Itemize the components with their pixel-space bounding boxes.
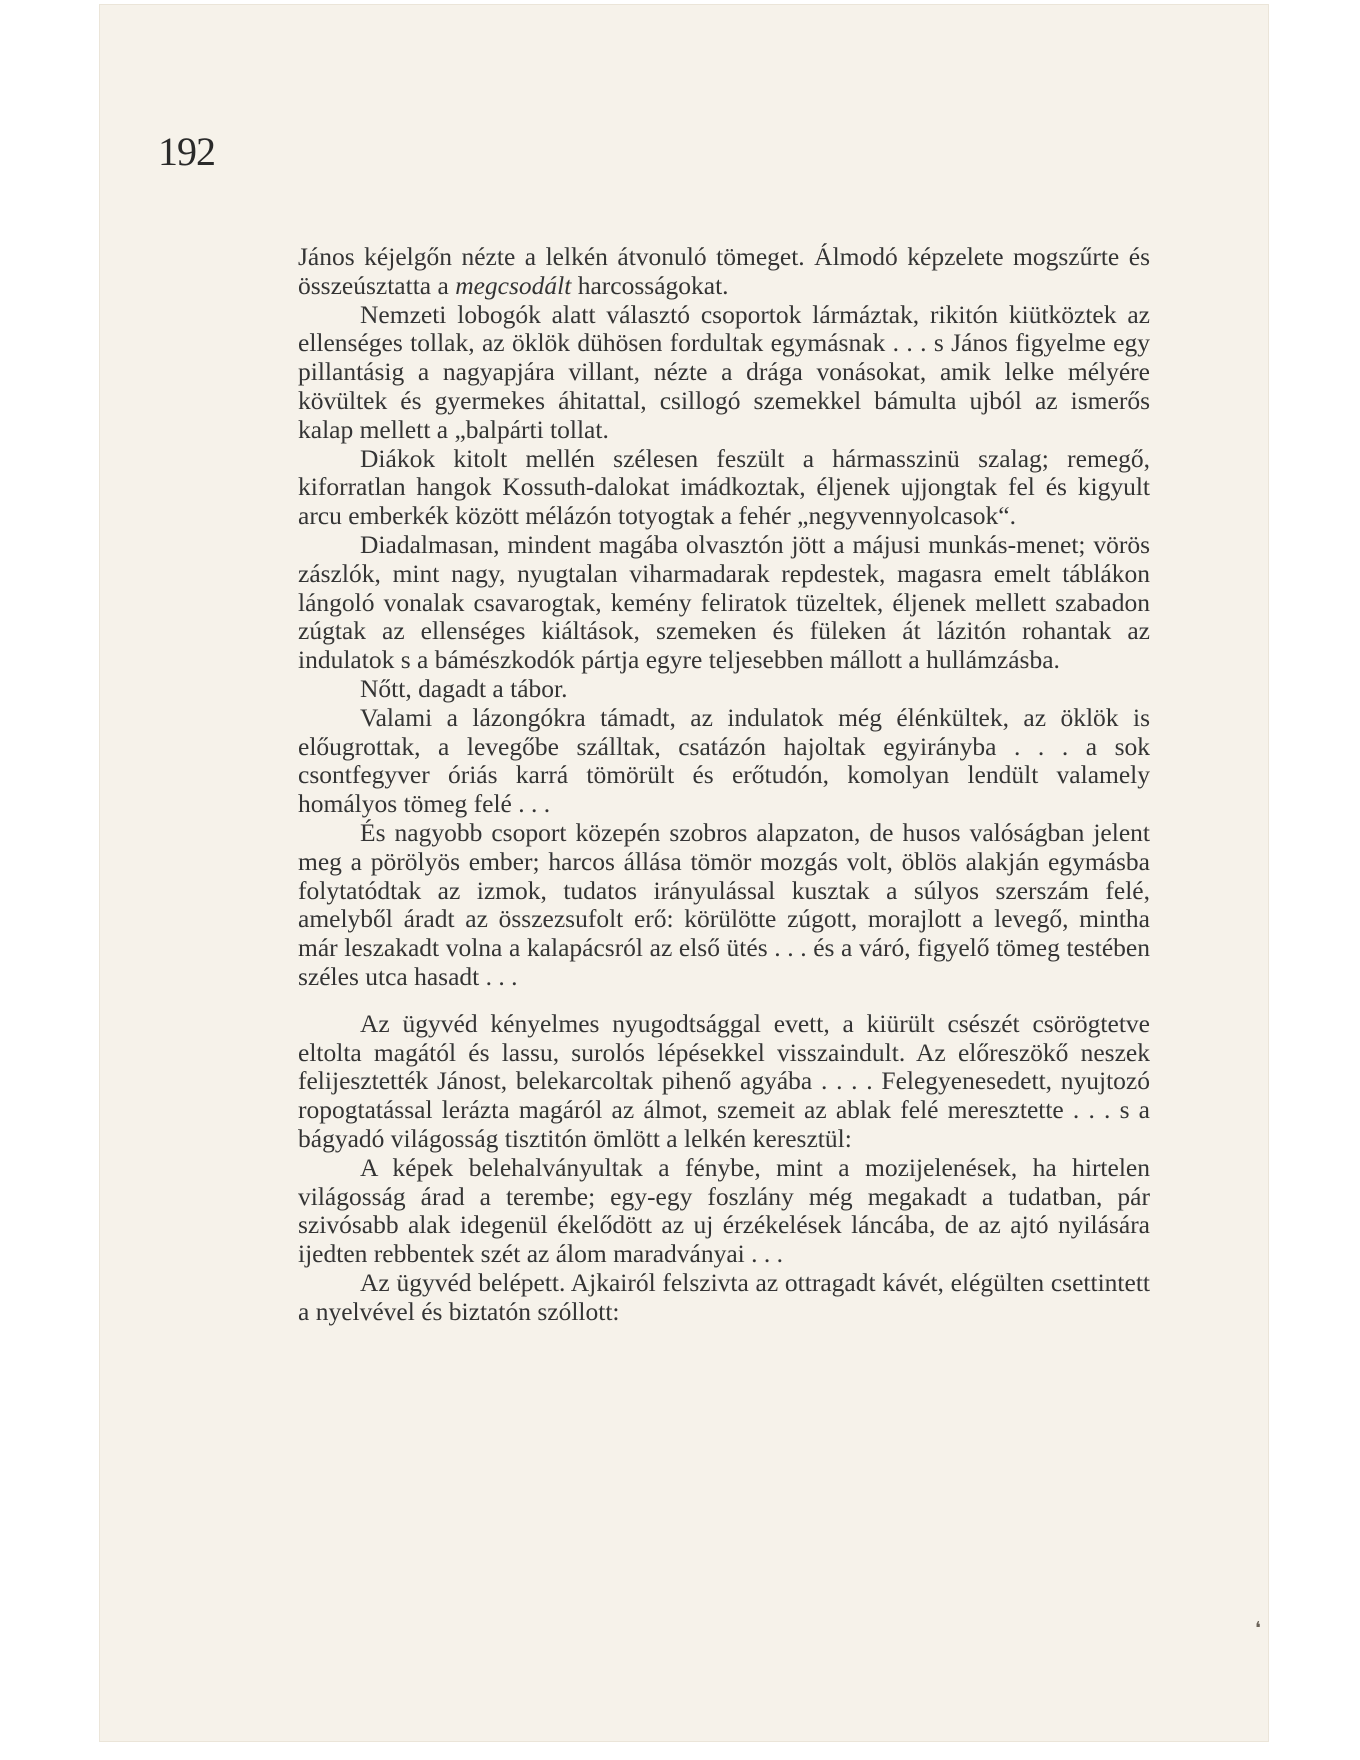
paragraph-1 — [298, 243, 1150, 301]
binding-mark-icon: ❛ — [1255, 1618, 1261, 1639]
page-number: 192 — [158, 129, 215, 174]
body-text — [298, 243, 1150, 1326]
paragraph-2: Nemzeti lobogók alatt választó csoportok lármáztak, rikitón kiütköztek az ellenséges tollak, az öklök dühösen fordultak egymásnak . . . s János figyelme egy pillantásig a nagyapjára villant, nézte a drága vonásokat, amik lelke mélyére kövültek és gyermekes áhitattal, csillogó szemekkel bámulta ujból az ismerős kalap mellett a „balpárti tollat. — [298, 299, 1150, 444]
paragraph-4: Diadalmasan, mindent magába olvasztón jött a májusi munkás-menet; vörös zászlók, mint nagy, nyugtalan viharmadarak repdestek, magasra emelt táblákon lángoló vonalak csavarogtak, kemény feliratok tüzeltek, éljenek mellett szabadon zúgtak az ellenséges kiáltások, szemeken és füleken át lázitón rohantak az indulatok s a bámészkodók pártja egyre teljesebben mállott a hullámzásba. — [298, 529, 1150, 675]
paragraph-7: És nagyobb csoport közepén szobros alapzaton, de husos valóságban jelent meg a pörölyös ember; harcos állása tömör mozgás volt, öblös alakján egymásba folytatódtak az izmok, tudatos irányulással kusztak a súlyos szerszám felé, amelyből áradt az összezsufolt erő: körülötte zúgott, morajlott a levegő, mintha már leszakadt volna a kalapácsról az első ütés . . . és a váró, figyelő tömeg testében széles utca hasadt . . . — [298, 817, 1150, 991]
paragraph-10: Az ügyvéd belépett. Ajkairól felszivta az ottragadt kávét, elégülten csettintett a nyelvével és biztatón szóllott: — [298, 1267, 1150, 1326]
paragraph-9: A képek belehalványultak a fénybe, mint a mozijelenések, ha hirtelen világosság árad a terembe; egy-egy foszlány még megakadt a tudatban, pár szivósabb alak idegenül ékelődött az uj érzékelések láncába, de az ajtó nyilására ijedten rebbentek szét az álom maradványai . . . — [298, 1152, 1150, 1269]
paragraph-8: Az ügyvéd kényelmes nyugodtsággal evett, a kiürült csészét csörögtetve eltolta magától és lassu, surolós lépésekkel visszaindult. Az előreszökő neszek felijesztették Jánost, belekarcoltak pihenő agyába . . . . Felegyenesedett, nyujtozó ropogtatással lerázta magáról az álmot, szemeit az ablak felé meresztette . . . s a bágyadó világosság tisztitón ömlött a lelkén keresztül: — [298, 1008, 1150, 1153]
paragraph-5: Nőtt, dagadt a tábor. — [360, 673, 568, 703]
paragraph-3: Diákok kitolt mellén szélesen feszült a hármasszinü szalag; remegő, kiforratlan hangok Kossuth-dalokat imádkoztak, éljenek ujjongtak fel és kigyult arcu emberkék között mélázón totyogtak a fehér „negyvennyolcasok“. — [298, 443, 1150, 531]
paragraph-1-text: János kéjelgőn nézte a lelkén átvonuló tömeget. Álmodó képzelete mogszűrte és összeúsztatta a — [298, 242, 1150, 300]
paragraph-1-end: harcosságokat. — [571, 270, 729, 300]
paragraph-6: Valami a lázongókra támadt, az indulatok még élénkültek, az öklök is előugrottak, a levegőbe szálltak, csatázón hajoltak egyirányba . . . a sok csontfegyver óriás karrá tömörült és erőtudón, komolyan lendült valamely homályos tömeg felé . . . — [298, 702, 1150, 819]
paragraph-1-italic: megcsodált — [455, 270, 572, 300]
